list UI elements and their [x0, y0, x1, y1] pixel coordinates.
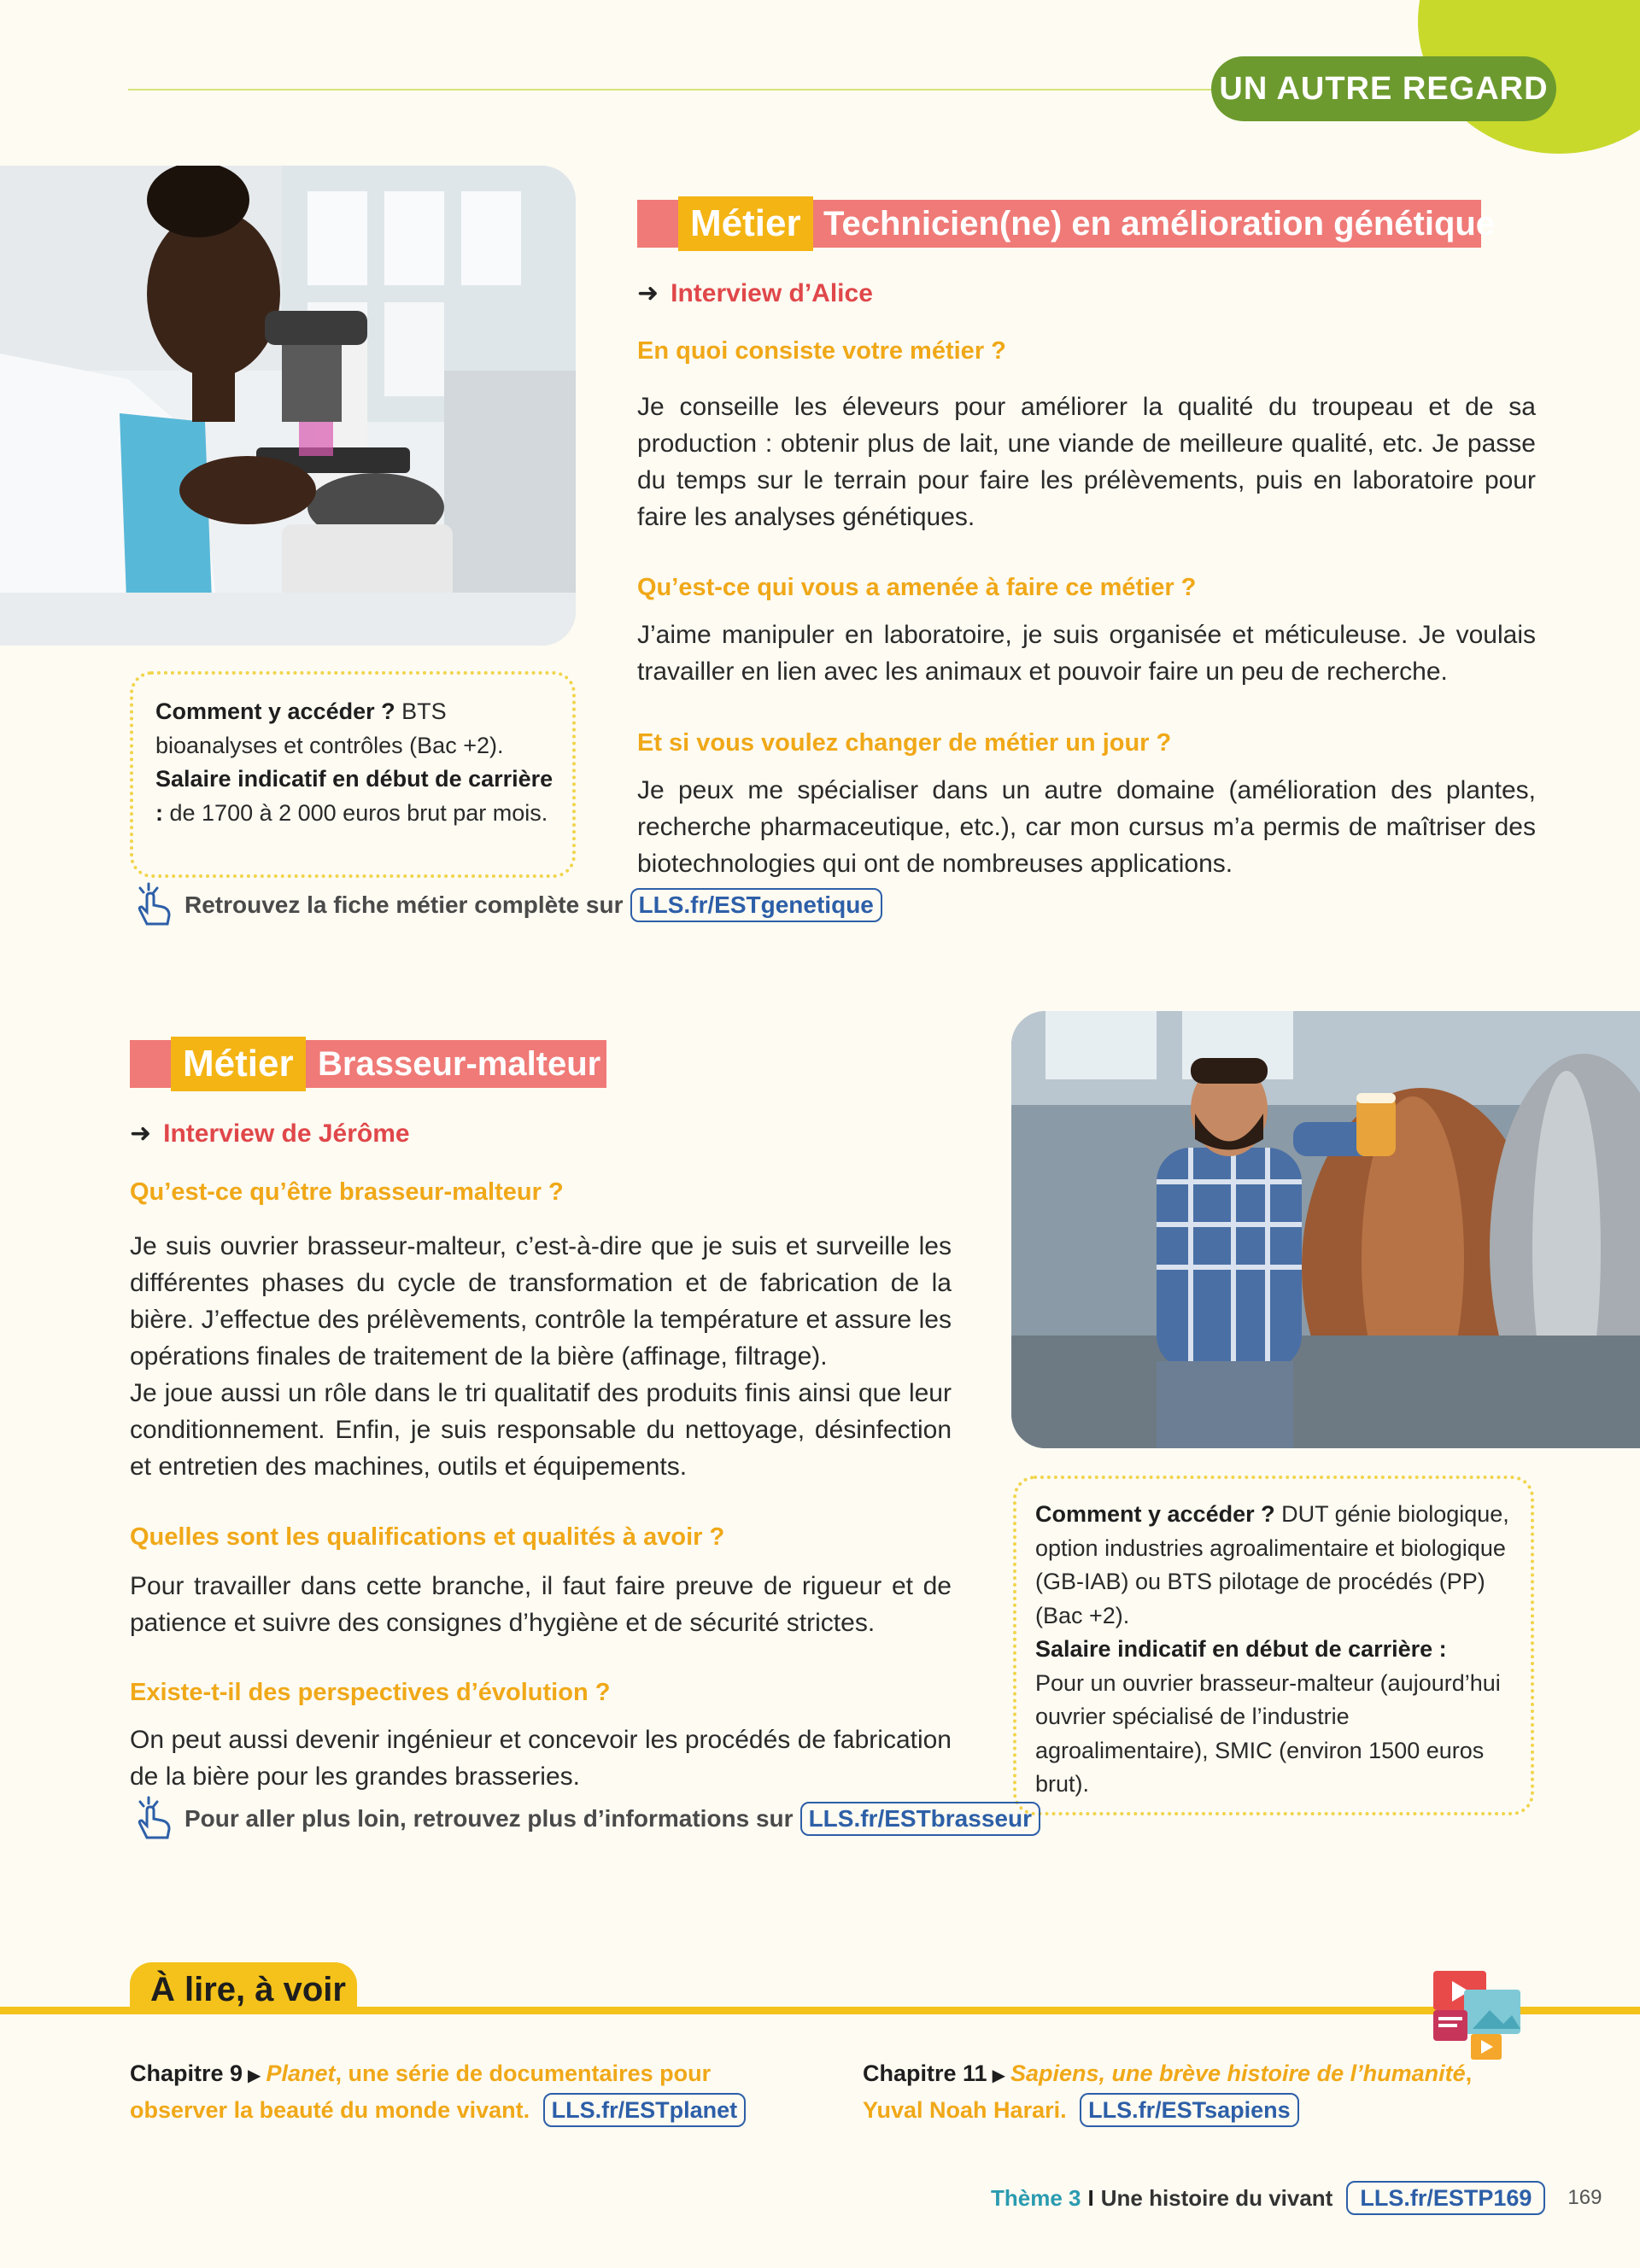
answer-3: On peut aussi devenir ingénieur et concevoir les procédés de fabrication de la bière pour les grandes brasseries.	[130, 1726, 952, 1791]
arrow-right-icon: ➜	[130, 1119, 152, 1148]
page-footer	[991, 2181, 1602, 2215]
pointing-hand-icon	[132, 881, 179, 929]
arrow-right-icon: ➜	[637, 279, 659, 307]
more-info-line: Retrouvez la fiche métier complète sur LLS.fr/ESTgenetique	[132, 881, 882, 929]
lab-technician-photo	[0, 166, 576, 646]
question-1: Qu’est-ce qu’être brasseur-malteur ?	[130, 1178, 564, 1206]
question-1: En quoi consiste votre métier ?	[637, 337, 1006, 365]
footer-link[interactable]: LLS.fr/ESTP169	[1346, 2181, 1545, 2215]
answer-1: Je suis ouvrier brasseur-malteur, c’est-à-dire que je suis et surveille les différentes phases du cycle de transformation et de fabrication de la bière. J’effectue des prélèvements, contrôle la température et assure les opérations finales de traitement de la bière (affinage, filtrage).	[130, 1232, 952, 1371]
interview-heading: ➜ Interview d’Alice	[637, 279, 873, 307]
metier-title: Technicien(ne) en amélioration génétique	[823, 205, 1496, 243]
reading-item-left: Chapitre 9 ▶ Planet, une série de documentaires pour observer la beauté du monde vivant. LLS.fr/ESTplanet	[130, 2056, 796, 2127]
access-info-box	[130, 671, 576, 878]
metier-tag: Métier	[678, 196, 813, 251]
footer-title: Une histoire du vivant	[1100, 2184, 1333, 2211]
access-info-box	[1013, 1476, 1534, 1815]
brewer-photo	[1011, 1011, 1640, 1448]
interview-heading: ➜ Interview de Jérôme	[130, 1119, 410, 1148]
link-sapiens[interactable]: LLS.fr/ESTsapiens	[1080, 2093, 1299, 2127]
answer-3: Je peux me spécialiser dans un autre domaine (amélioration des plantes, recherche pharmaceutique, etc.), car mon cursus m’a permis de maîtriser des biotechnologies qui ont de nombreuses applications.	[637, 776, 1536, 878]
salary-label: Salaire indicatif en début de carrière :	[1035, 1636, 1447, 1662]
answer-2: Pour travailler dans cette branche, il faut faire preuve de rigueur et de patience et suivre des consignes d’hygiène et de sécurité strictes.	[130, 1572, 952, 1637]
answer-1-continued: Je joue aussi un rôle dans le tri qualitatif des produits finis ainsi que leur conditionnement. Enfin, je suis responsable du nettoyage, désinfection et entretien des machines, outils et équipements.	[130, 1379, 952, 1481]
triangle-right-icon: ▶	[248, 2066, 261, 2085]
link-genetique[interactable]: LLS.fr/ESTgenetique	[630, 888, 882, 922]
question-2: Qu’est-ce qui vous a amenée à faire ce métier ?	[637, 574, 1197, 601]
footer-theme: Thème 3	[991, 2184, 1081, 2211]
question-3: Existe-t-il des perspectives d’évolution ?	[130, 1679, 611, 1706]
reading-item-right: Chapitre 11 ▶ Sapiens, une brève histoire de l’humanité, Yuval Noah Harari. LLS.fr/ESTsapiens	[863, 2056, 1495, 2127]
page-number: 169	[1567, 2186, 1602, 2209]
access-text: DUT génie biologique, option industries agroalimentaire et biologique (GB-IAB) ou BTS pilotage de procédés (PP) (Bac +2).	[1035, 1501, 1509, 1628]
media-icons	[1428, 1964, 1539, 2066]
more-info-line: Pour aller plus loin, retrouvez plus d’informations sur LLS.fr/ESTbrasseur	[132, 1795, 1040, 1843]
salary-text: Pour un ouvrier brasseur-malteur (aujourd’hui ouvrier spécialisé de l’industrie agroalimentaire), SMIC (environ 1500 euros brut).	[1035, 1669, 1501, 1797]
access-text: BTS bioanalyses et contrôles (Bac +2).	[155, 699, 504, 758]
metier-tag: Métier	[171, 1037, 306, 1091]
access-label: Comment y accéder ?	[1035, 1501, 1275, 1527]
header-rule	[128, 89, 1221, 91]
link-planet[interactable]: LLS.fr/ESTplanet	[543, 2093, 747, 2127]
question-3: Et si vous voulez changer de métier un jour ?	[637, 729, 1172, 757]
answer-1: Je conseille les éleveurs pour améliorer la qualité du troupeau et de sa production : obtenir plus de lait, une viande de meilleure qualité, etc. Je passe du temps sur le terrain pour faire les prélèvements, puis en laboratoire pour faire les analyses génétiques.	[637, 393, 1536, 531]
access-label: Comment y accéder ?	[155, 699, 395, 724]
salary-label: Salaire indicatif en début de carrière :	[155, 766, 554, 826]
question-2: Quelles sont les qualifications et qualités à avoir ?	[130, 1523, 725, 1551]
salary-text: de 1700 à 2 000 euros brut par mois.	[163, 799, 548, 826]
metier-title: Brasseur-malteur	[318, 1045, 601, 1083]
footer-separator: I	[1087, 2184, 1094, 2211]
section-label: UN AUTRE REGARD	[1211, 56, 1556, 121]
triangle-right-icon: ▶	[992, 2066, 1005, 2085]
link-brasseur[interactable]: LLS.fr/ESTbrasseur	[800, 1802, 1040, 1836]
answer-2: J’aime manipuler en laboratoire, je suis organisée et méticuleuse. Je voulais travailler en lien avec les animaux et pouvoir faire un peu de recherche.	[637, 621, 1536, 686]
reading-section-title: À lire, à voir	[130, 1962, 357, 2010]
pointing-hand-icon	[132, 1795, 179, 1843]
